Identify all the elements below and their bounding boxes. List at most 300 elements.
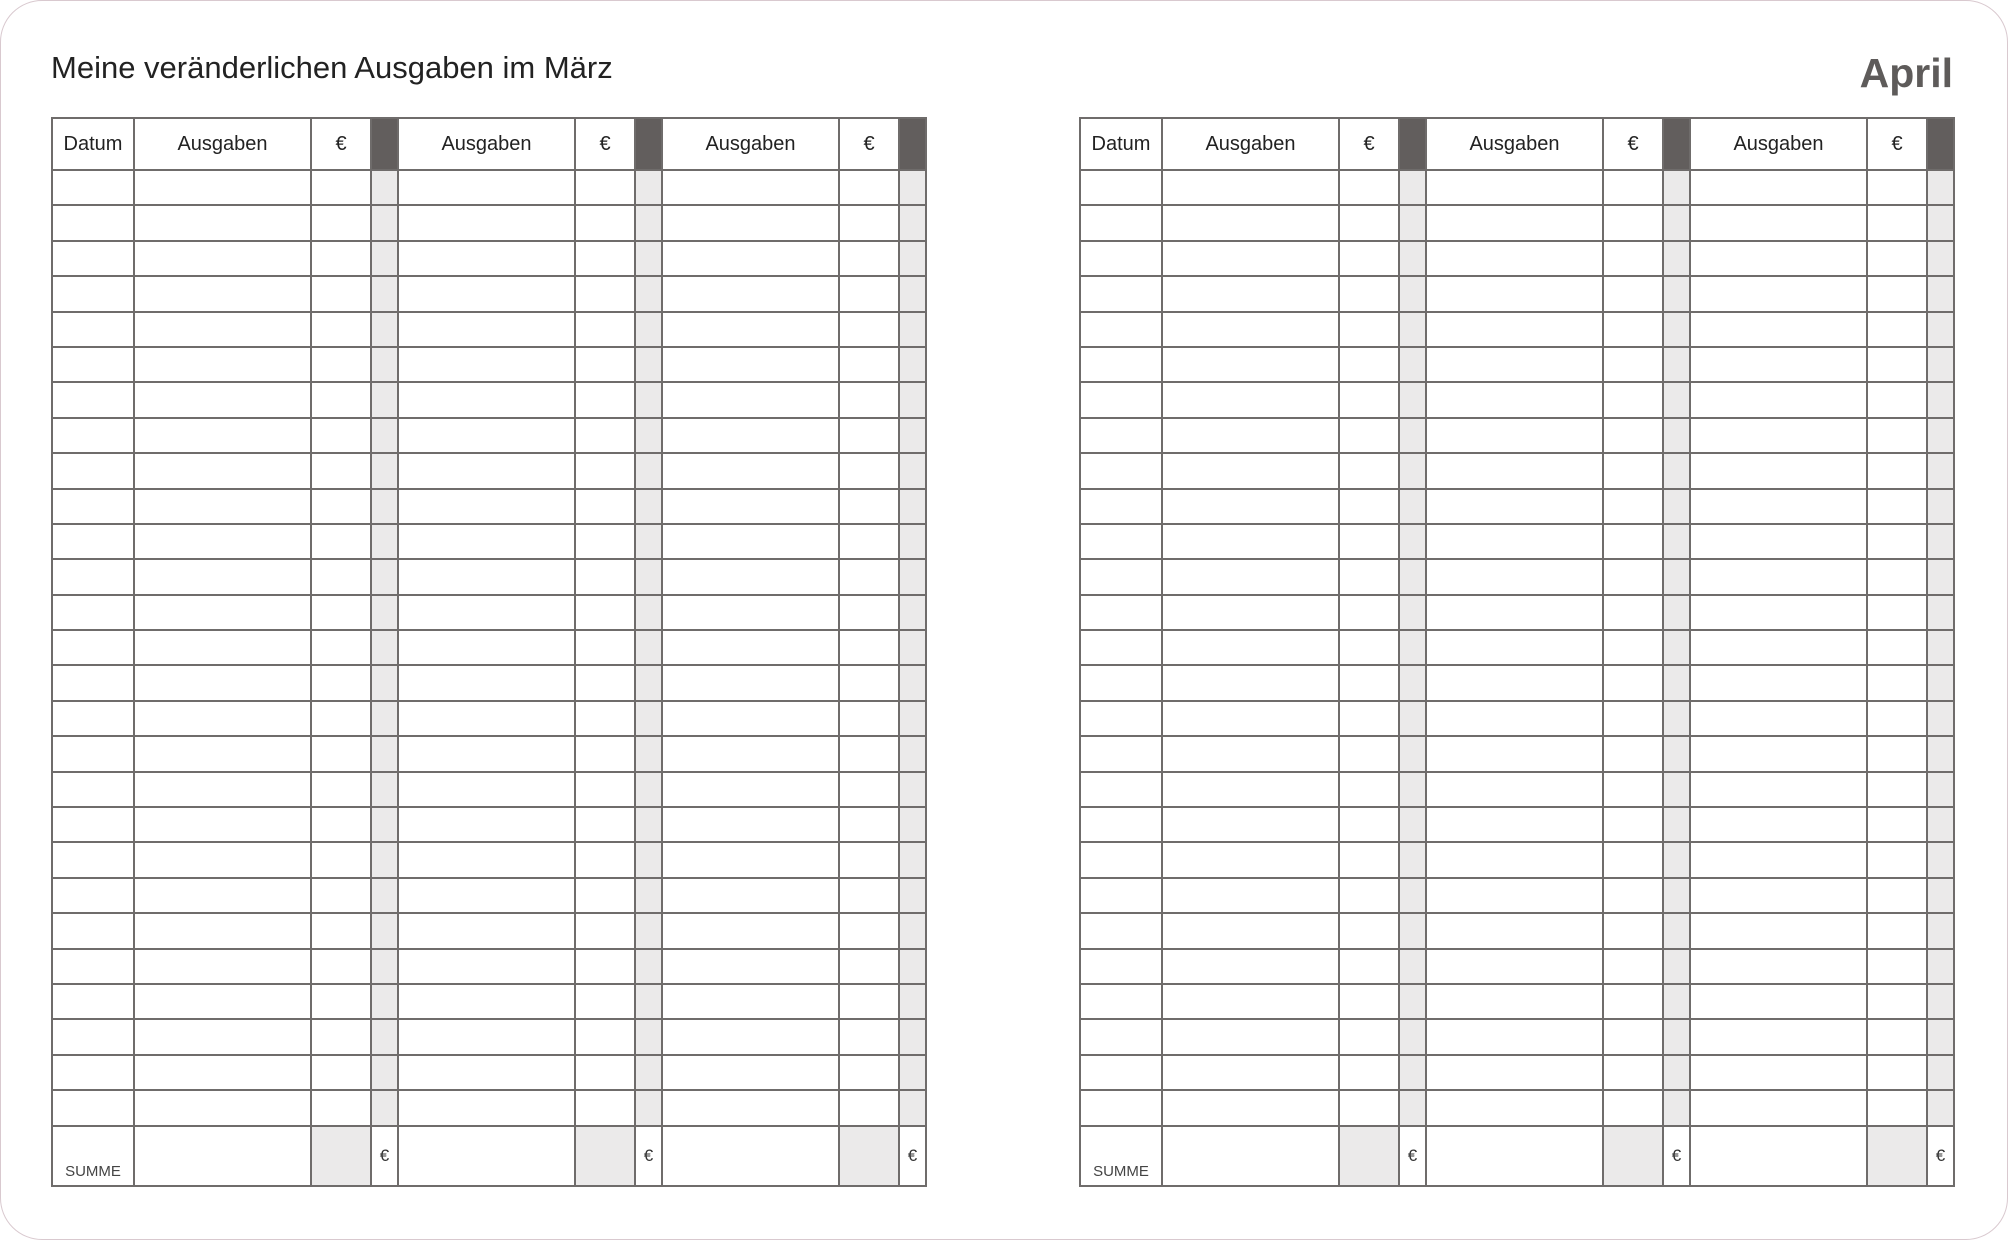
date-cell[interactable] (52, 347, 134, 382)
amount-cell[interactable] (839, 1019, 899, 1054)
expense-cell[interactable] (1162, 205, 1339, 240)
expense-cell[interactable] (1690, 701, 1867, 736)
expense-cell[interactable] (398, 418, 575, 453)
amount-cell[interactable] (575, 842, 635, 877)
expense-cell[interactable] (1690, 382, 1867, 417)
amount-cell[interactable] (1867, 241, 1927, 276)
amount-cell[interactable] (575, 807, 635, 842)
amount-cell[interactable] (1867, 418, 1927, 453)
expense-cell[interactable] (1426, 524, 1603, 559)
expense-cell[interactable] (1162, 913, 1339, 948)
expense-cell[interactable] (1426, 489, 1603, 524)
date-cell[interactable] (52, 276, 134, 311)
amount-cell[interactable] (839, 1055, 899, 1090)
amount-cell[interactable] (1603, 276, 1663, 311)
expense-cell[interactable] (662, 1055, 839, 1090)
expense-cell[interactable] (1690, 772, 1867, 807)
amount-cell[interactable] (1603, 807, 1663, 842)
expense-cell[interactable] (1162, 241, 1339, 276)
amount-cell[interactable] (1603, 949, 1663, 984)
expense-cell[interactable] (398, 701, 575, 736)
amount-cell[interactable] (1339, 347, 1399, 382)
expense-cell[interactable] (1690, 170, 1867, 205)
expense-cell[interactable] (1162, 772, 1339, 807)
amount-cell[interactable] (311, 736, 371, 771)
expense-cell[interactable] (662, 913, 839, 948)
amount-cell[interactable] (1339, 842, 1399, 877)
expense-cell[interactable] (1426, 382, 1603, 417)
expense-cell[interactable] (134, 949, 311, 984)
amount-cell[interactable] (311, 807, 371, 842)
date-cell[interactable] (52, 736, 134, 771)
amount-cell[interactable] (1603, 559, 1663, 594)
amount-cell[interactable] (1603, 736, 1663, 771)
amount-cell[interactable] (839, 630, 899, 665)
amount-cell[interactable] (311, 630, 371, 665)
amount-cell[interactable] (1867, 949, 1927, 984)
expense-cell[interactable] (1426, 453, 1603, 488)
sum-cell[interactable] (398, 1126, 575, 1186)
expense-cell[interactable] (1690, 842, 1867, 877)
amount-cell[interactable] (1603, 630, 1663, 665)
amount-cell[interactable] (1339, 595, 1399, 630)
amount-cell[interactable] (1339, 276, 1399, 311)
expense-cell[interactable] (662, 630, 839, 665)
date-cell[interactable] (52, 170, 134, 205)
expense-cell[interactable] (134, 984, 311, 1019)
expense-cell[interactable] (1690, 418, 1867, 453)
sum-amount-box[interactable] (1339, 1126, 1399, 1186)
expense-cell[interactable] (1426, 347, 1603, 382)
amount-cell[interactable] (839, 595, 899, 630)
amount-cell[interactable] (1603, 205, 1663, 240)
amount-cell[interactable] (1339, 1019, 1399, 1054)
amount-cell[interactable] (1339, 241, 1399, 276)
expense-cell[interactable] (1162, 1019, 1339, 1054)
expense-cell[interactable] (1426, 205, 1603, 240)
amount-cell[interactable] (575, 949, 635, 984)
amount-cell[interactable] (839, 559, 899, 594)
date-cell[interactable] (52, 772, 134, 807)
amount-cell[interactable] (839, 382, 899, 417)
amount-cell[interactable] (1603, 170, 1663, 205)
amount-cell[interactable] (575, 205, 635, 240)
amount-cell[interactable] (575, 524, 635, 559)
expense-cell[interactable] (134, 595, 311, 630)
date-cell[interactable] (1080, 949, 1162, 984)
expense-cell[interactable] (1426, 949, 1603, 984)
expense-cell[interactable] (398, 1019, 575, 1054)
amount-cell[interactable] (1603, 312, 1663, 347)
amount-cell[interactable] (1867, 276, 1927, 311)
expense-cell[interactable] (1426, 1019, 1603, 1054)
expense-cell[interactable] (1162, 630, 1339, 665)
expense-cell[interactable] (1690, 312, 1867, 347)
expense-cell[interactable] (398, 559, 575, 594)
expense-cell[interactable] (398, 630, 575, 665)
amount-cell[interactable] (575, 665, 635, 700)
date-cell[interactable] (52, 382, 134, 417)
amount-cell[interactable] (1603, 772, 1663, 807)
amount-cell[interactable] (1867, 1090, 1927, 1125)
amount-cell[interactable] (1867, 701, 1927, 736)
expense-cell[interactable] (134, 312, 311, 347)
date-cell[interactable] (52, 1019, 134, 1054)
date-cell[interactable] (52, 842, 134, 877)
amount-cell[interactable] (1339, 418, 1399, 453)
expense-cell[interactable] (134, 842, 311, 877)
amount-cell[interactable] (575, 736, 635, 771)
expense-cell[interactable] (1426, 241, 1603, 276)
expense-cell[interactable] (398, 382, 575, 417)
date-cell[interactable] (52, 701, 134, 736)
amount-cell[interactable] (839, 1090, 899, 1125)
amount-cell[interactable] (1867, 630, 1927, 665)
expense-cell[interactable] (134, 453, 311, 488)
amount-cell[interactable] (839, 984, 899, 1019)
amount-cell[interactable] (1339, 736, 1399, 771)
date-cell[interactable] (1080, 524, 1162, 559)
expense-cell[interactable] (1162, 453, 1339, 488)
amount-cell[interactable] (1339, 1055, 1399, 1090)
expense-cell[interactable] (134, 489, 311, 524)
expense-cell[interactable] (398, 312, 575, 347)
amount-cell[interactable] (311, 772, 371, 807)
date-cell[interactable] (1080, 205, 1162, 240)
sum-amount-box[interactable] (311, 1126, 371, 1186)
expense-cell[interactable] (1426, 276, 1603, 311)
amount-cell[interactable] (839, 276, 899, 311)
amount-cell[interactable] (839, 418, 899, 453)
expense-cell[interactable] (134, 559, 311, 594)
expense-cell[interactable] (398, 984, 575, 1019)
amount-cell[interactable] (839, 489, 899, 524)
expense-cell[interactable] (1690, 453, 1867, 488)
expense-cell[interactable] (398, 595, 575, 630)
expense-cell[interactable] (398, 524, 575, 559)
amount-cell[interactable] (1603, 241, 1663, 276)
amount-cell[interactable] (311, 1019, 371, 1054)
expense-cell[interactable] (1690, 1090, 1867, 1125)
amount-cell[interactable] (1867, 595, 1927, 630)
date-cell[interactable] (1080, 559, 1162, 594)
expense-cell[interactable] (1426, 913, 1603, 948)
amount-cell[interactable] (839, 949, 899, 984)
expense-cell[interactable] (1162, 382, 1339, 417)
amount-cell[interactable] (1867, 1019, 1927, 1054)
sum-cell[interactable] (134, 1126, 311, 1186)
expense-cell[interactable] (398, 772, 575, 807)
date-cell[interactable] (1080, 772, 1162, 807)
expense-cell[interactable] (134, 241, 311, 276)
expense-cell[interactable] (398, 913, 575, 948)
amount-cell[interactable] (575, 701, 635, 736)
expense-cell[interactable] (662, 665, 839, 700)
date-cell[interactable] (1080, 630, 1162, 665)
amount-cell[interactable] (1339, 665, 1399, 700)
amount-cell[interactable] (575, 489, 635, 524)
date-cell[interactable] (52, 630, 134, 665)
expense-cell[interactable] (1162, 665, 1339, 700)
amount-cell[interactable] (311, 559, 371, 594)
expense-cell[interactable] (134, 170, 311, 205)
amount-cell[interactable] (575, 913, 635, 948)
amount-cell[interactable] (575, 595, 635, 630)
amount-cell[interactable] (1339, 382, 1399, 417)
expense-cell[interactable] (1162, 347, 1339, 382)
date-cell[interactable] (52, 984, 134, 1019)
date-cell[interactable] (52, 878, 134, 913)
amount-cell[interactable] (575, 772, 635, 807)
amount-cell[interactable] (1867, 736, 1927, 771)
expense-cell[interactable] (1162, 1090, 1339, 1125)
amount-cell[interactable] (1867, 524, 1927, 559)
date-cell[interactable] (52, 1090, 134, 1125)
expense-cell[interactable] (1426, 984, 1603, 1019)
expense-cell[interactable] (1426, 312, 1603, 347)
amount-cell[interactable] (311, 170, 371, 205)
date-cell[interactable] (52, 1055, 134, 1090)
sum-amount-box[interactable] (1603, 1126, 1663, 1186)
date-cell[interactable] (1080, 878, 1162, 913)
expense-cell[interactable] (1162, 559, 1339, 594)
date-cell[interactable] (1080, 276, 1162, 311)
expense-cell[interactable] (1690, 949, 1867, 984)
date-cell[interactable] (1080, 1055, 1162, 1090)
amount-cell[interactable] (1339, 949, 1399, 984)
expense-cell[interactable] (134, 701, 311, 736)
expense-cell[interactable] (662, 453, 839, 488)
expense-cell[interactable] (662, 524, 839, 559)
date-cell[interactable] (1080, 701, 1162, 736)
expense-cell[interactable] (1162, 312, 1339, 347)
date-cell[interactable] (52, 595, 134, 630)
date-cell[interactable] (52, 312, 134, 347)
expense-cell[interactable] (662, 984, 839, 1019)
amount-cell[interactable] (1867, 842, 1927, 877)
date-cell[interactable] (52, 524, 134, 559)
date-cell[interactable] (1080, 489, 1162, 524)
expense-cell[interactable] (1690, 913, 1867, 948)
expense-cell[interactable] (134, 665, 311, 700)
amount-cell[interactable] (575, 170, 635, 205)
expense-cell[interactable] (662, 772, 839, 807)
expense-cell[interactable] (1690, 878, 1867, 913)
date-cell[interactable] (1080, 1090, 1162, 1125)
expense-cell[interactable] (1690, 1019, 1867, 1054)
expense-cell[interactable] (398, 878, 575, 913)
amount-cell[interactable] (1603, 984, 1663, 1019)
date-cell[interactable] (1080, 241, 1162, 276)
expense-cell[interactable] (1426, 701, 1603, 736)
expense-cell[interactable] (1426, 842, 1603, 877)
expense-cell[interactable] (1162, 878, 1339, 913)
expense-cell[interactable] (1162, 524, 1339, 559)
expense-cell[interactable] (1690, 347, 1867, 382)
expense-cell[interactable] (134, 807, 311, 842)
amount-cell[interactable] (311, 418, 371, 453)
amount-cell[interactable] (575, 1090, 635, 1125)
date-cell[interactable] (1080, 1019, 1162, 1054)
amount-cell[interactable] (1603, 665, 1663, 700)
expense-cell[interactable] (1690, 559, 1867, 594)
amount-cell[interactable] (311, 1055, 371, 1090)
date-cell[interactable] (1080, 347, 1162, 382)
amount-cell[interactable] (575, 418, 635, 453)
expense-cell[interactable] (1690, 489, 1867, 524)
amount-cell[interactable] (1867, 312, 1927, 347)
amount-cell[interactable] (1867, 559, 1927, 594)
expense-cell[interactable] (662, 559, 839, 594)
amount-cell[interactable] (1603, 1019, 1663, 1054)
date-cell[interactable] (1080, 595, 1162, 630)
expense-cell[interactable] (662, 418, 839, 453)
amount-cell[interactable] (311, 842, 371, 877)
amount-cell[interactable] (575, 241, 635, 276)
amount-cell[interactable] (1603, 842, 1663, 877)
sum-amount-box[interactable] (1867, 1126, 1927, 1186)
amount-cell[interactable] (311, 241, 371, 276)
expense-cell[interactable] (1426, 1055, 1603, 1090)
date-cell[interactable] (1080, 842, 1162, 877)
expense-cell[interactable] (1162, 701, 1339, 736)
amount-cell[interactable] (575, 276, 635, 311)
expense-cell[interactable] (1162, 595, 1339, 630)
expense-cell[interactable] (662, 241, 839, 276)
expense-cell[interactable] (398, 347, 575, 382)
amount-cell[interactable] (1867, 807, 1927, 842)
expense-cell[interactable] (1690, 736, 1867, 771)
expense-cell[interactable] (1426, 559, 1603, 594)
amount-cell[interactable] (1339, 772, 1399, 807)
expense-cell[interactable] (134, 878, 311, 913)
amount-cell[interactable] (575, 1019, 635, 1054)
amount-cell[interactable] (1339, 453, 1399, 488)
date-cell[interactable] (1080, 984, 1162, 1019)
amount-cell[interactable] (311, 276, 371, 311)
expense-cell[interactable] (134, 630, 311, 665)
expense-cell[interactable] (662, 1090, 839, 1125)
amount-cell[interactable] (1603, 382, 1663, 417)
amount-cell[interactable] (1867, 453, 1927, 488)
date-cell[interactable] (1080, 807, 1162, 842)
expense-cell[interactable] (134, 347, 311, 382)
amount-cell[interactable] (839, 524, 899, 559)
amount-cell[interactable] (839, 205, 899, 240)
expense-cell[interactable] (662, 347, 839, 382)
date-cell[interactable] (1080, 312, 1162, 347)
amount-cell[interactable] (1339, 913, 1399, 948)
amount-cell[interactable] (1339, 878, 1399, 913)
amount-cell[interactable] (1867, 1055, 1927, 1090)
expense-cell[interactable] (134, 1019, 311, 1054)
expense-cell[interactable] (1162, 984, 1339, 1019)
amount-cell[interactable] (1339, 489, 1399, 524)
amount-cell[interactable] (575, 382, 635, 417)
amount-cell[interactable] (839, 347, 899, 382)
amount-cell[interactable] (839, 170, 899, 205)
date-cell[interactable] (1080, 453, 1162, 488)
date-cell[interactable] (1080, 418, 1162, 453)
expense-cell[interactable] (134, 1055, 311, 1090)
expense-cell[interactable] (1426, 170, 1603, 205)
amount-cell[interactable] (1603, 595, 1663, 630)
amount-cell[interactable] (575, 312, 635, 347)
amount-cell[interactable] (311, 382, 371, 417)
date-cell[interactable] (52, 205, 134, 240)
amount-cell[interactable] (839, 701, 899, 736)
expense-cell[interactable] (1426, 418, 1603, 453)
date-cell[interactable] (52, 807, 134, 842)
expense-cell[interactable] (1162, 807, 1339, 842)
amount-cell[interactable] (311, 205, 371, 240)
amount-cell[interactable] (575, 984, 635, 1019)
amount-cell[interactable] (311, 489, 371, 524)
expense-cell[interactable] (398, 842, 575, 877)
expense-cell[interactable] (662, 701, 839, 736)
expense-cell[interactable] (398, 170, 575, 205)
date-cell[interactable] (52, 489, 134, 524)
expense-cell[interactable] (662, 807, 839, 842)
amount-cell[interactable] (311, 312, 371, 347)
amount-cell[interactable] (1339, 524, 1399, 559)
amount-cell[interactable] (839, 241, 899, 276)
amount-cell[interactable] (1867, 913, 1927, 948)
expense-cell[interactable] (662, 736, 839, 771)
expense-cell[interactable] (134, 382, 311, 417)
expense-cell[interactable] (662, 382, 839, 417)
amount-cell[interactable] (839, 913, 899, 948)
amount-cell[interactable] (311, 984, 371, 1019)
date-cell[interactable] (1080, 665, 1162, 700)
amount-cell[interactable] (575, 1055, 635, 1090)
amount-cell[interactable] (839, 453, 899, 488)
expense-cell[interactable] (662, 842, 839, 877)
expense-cell[interactable] (1162, 1055, 1339, 1090)
amount-cell[interactable] (1867, 489, 1927, 524)
amount-cell[interactable] (575, 630, 635, 665)
amount-cell[interactable] (1339, 807, 1399, 842)
date-cell[interactable] (52, 913, 134, 948)
amount-cell[interactable] (1603, 453, 1663, 488)
expense-cell[interactable] (1162, 949, 1339, 984)
expense-cell[interactable] (134, 524, 311, 559)
amount-cell[interactable] (839, 665, 899, 700)
amount-cell[interactable] (575, 878, 635, 913)
expense-cell[interactable] (1426, 1090, 1603, 1125)
amount-cell[interactable] (1339, 312, 1399, 347)
expense-cell[interactable] (1690, 665, 1867, 700)
expense-cell[interactable] (1690, 807, 1867, 842)
amount-cell[interactable] (1867, 170, 1927, 205)
expense-cell[interactable] (134, 913, 311, 948)
amount-cell[interactable] (1339, 205, 1399, 240)
expense-cell[interactable] (398, 1090, 575, 1125)
amount-cell[interactable] (839, 878, 899, 913)
amount-cell[interactable] (575, 453, 635, 488)
expense-cell[interactable] (1162, 736, 1339, 771)
amount-cell[interactable] (1603, 489, 1663, 524)
expense-cell[interactable] (134, 1090, 311, 1125)
sum-amount-box[interactable] (575, 1126, 635, 1186)
amount-cell[interactable] (1867, 878, 1927, 913)
amount-cell[interactable] (1339, 984, 1399, 1019)
expense-cell[interactable] (1426, 630, 1603, 665)
expense-cell[interactable] (1162, 418, 1339, 453)
amount-cell[interactable] (1603, 347, 1663, 382)
sum-cell[interactable] (1690, 1126, 1867, 1186)
expense-cell[interactable] (134, 772, 311, 807)
